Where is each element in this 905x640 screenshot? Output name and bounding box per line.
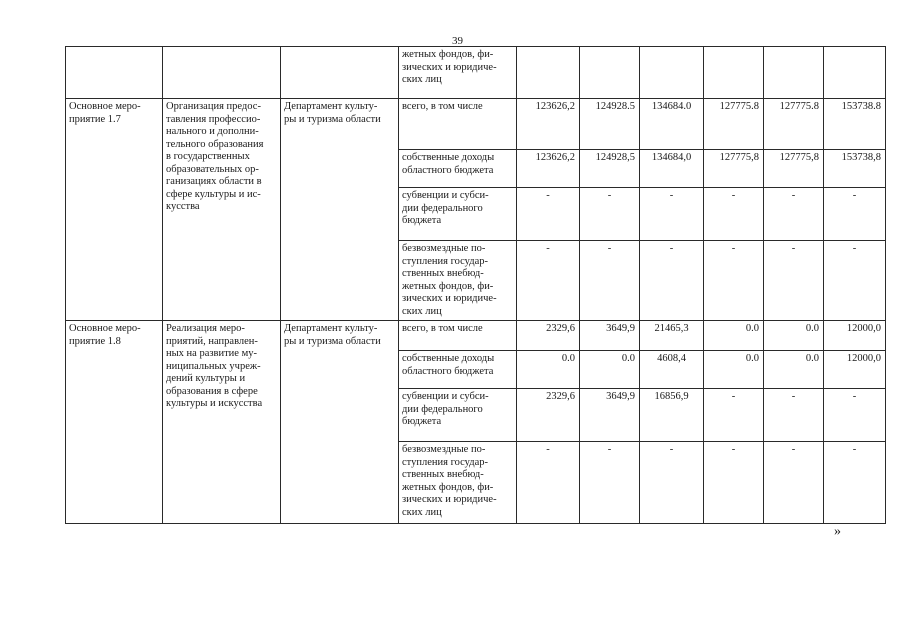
value-cell: 124928.5 (580, 99, 640, 150)
funding-source-cell: жетных фондов, фи- зических и юридиче- ских лиц (399, 47, 517, 99)
value-cell: 124928,5 (580, 150, 640, 188)
value-cell: 3649,9 (580, 389, 640, 442)
table-row (66, 321, 886, 351)
value-cell: - (764, 389, 824, 442)
funding-source-cell: безвозмездные по- ступления государ- ственных внебюд- жетных фондов, фи- зических и юридиче- ских лиц (399, 442, 517, 524)
value-cell: 123626,2 (517, 150, 580, 188)
value-cell: 0.0 (764, 351, 824, 389)
value-cell: - (824, 241, 886, 321)
funding-source-cell: субвенции и субси- дии федерального бюджета (399, 188, 517, 241)
value-cell: 153738,8 (824, 150, 886, 188)
value-cell: - (824, 442, 886, 524)
value-cell: - (704, 188, 764, 241)
value-cell: - (704, 241, 764, 321)
value-cell: - (764, 442, 824, 524)
value-cell: - (580, 188, 640, 241)
empty-cell (281, 47, 399, 99)
empty-cell (163, 47, 281, 99)
value-cell: 21465,3 (640, 321, 704, 351)
closing-quote-mark: » (834, 524, 841, 539)
funding-source-cell: всего, в том числе (399, 321, 517, 351)
value-cell: 0.0 (580, 351, 640, 389)
value-cell: - (824, 389, 886, 442)
funding-source-cell: собственные доходы областного бюджета (399, 351, 517, 389)
value-cell: - (764, 188, 824, 241)
value-cell: - (640, 241, 704, 321)
empty-cell (580, 47, 640, 99)
activity-name-cell: Реализация меро- приятий, направлен- ных на развитие му- ниципальных учреж- дений культуры и образования в сфере культуры и искусства (163, 321, 281, 524)
empty-cell (704, 47, 764, 99)
value-cell: - (704, 389, 764, 442)
page-number: 39 (452, 35, 463, 47)
value-cell: - (640, 188, 704, 241)
funding-source-cell: безвозмездные по- ступления государ- ственных внебюд- жетных фондов, фи- зических и юридиче- ских лиц (399, 241, 517, 321)
value-cell: 134684,0 (640, 150, 704, 188)
empty-cell (66, 47, 163, 99)
continuation-row (66, 47, 886, 99)
executor-cell: Департамент культу- ры и туризма области (281, 321, 399, 524)
value-cell: - (517, 188, 580, 241)
value-cell: 12000,0 (824, 351, 886, 389)
value-cell: 0.0 (764, 321, 824, 351)
funding-source-cell: собственные доходы областного бюджета (399, 150, 517, 188)
empty-cell (764, 47, 824, 99)
value-cell: 3649,9 (580, 321, 640, 351)
executor-cell: Департамент культу- ры и туризма области (281, 99, 399, 321)
table-row (66, 99, 886, 150)
empty-cell (640, 47, 704, 99)
value-cell: 127775.8 (704, 99, 764, 150)
value-cell: 127775,8 (704, 150, 764, 188)
funding-source-cell: субвенции и субси- дии федерального бюджета (399, 389, 517, 442)
value-cell: 0.0 (704, 351, 764, 389)
value-cell: 123626,2 (517, 99, 580, 150)
value-cell: 16856,9 (640, 389, 704, 442)
value-cell: - (580, 442, 640, 524)
value-cell: - (517, 442, 580, 524)
activity-name-cell: Организация предос- тавления профессио- нального и дополни- тельного образования в государственных образовательных ор- ганизациях области в сфере культуры и ис- кусства (163, 99, 281, 321)
value-cell: - (580, 241, 640, 321)
value-cell: - (517, 241, 580, 321)
activity-status-cell: Основное меро- приятие 1.8 (66, 321, 163, 524)
value-cell: - (704, 442, 764, 524)
value-cell: - (640, 442, 704, 524)
value-cell: 153738.8 (824, 99, 886, 150)
empty-cell (824, 47, 886, 99)
empty-cell (517, 47, 580, 99)
value-cell: 0.0 (704, 321, 764, 351)
budget-table (65, 46, 886, 524)
activity-status-cell: Основное меро- приятие 1.7 (66, 99, 163, 321)
value-cell: 4608,4 (640, 351, 704, 389)
funding-source-cell: всего, в том числе (399, 99, 517, 150)
value-cell: - (764, 241, 824, 321)
value-cell: 2329,6 (517, 321, 580, 351)
value-cell: 2329,6 (517, 389, 580, 442)
value-cell: 134684.0 (640, 99, 704, 150)
value-cell: 127775,8 (764, 150, 824, 188)
value-cell: 0.0 (517, 351, 580, 389)
value-cell: 127775.8 (764, 99, 824, 150)
value-cell: 12000,0 (824, 321, 886, 351)
value-cell: - (824, 188, 886, 241)
